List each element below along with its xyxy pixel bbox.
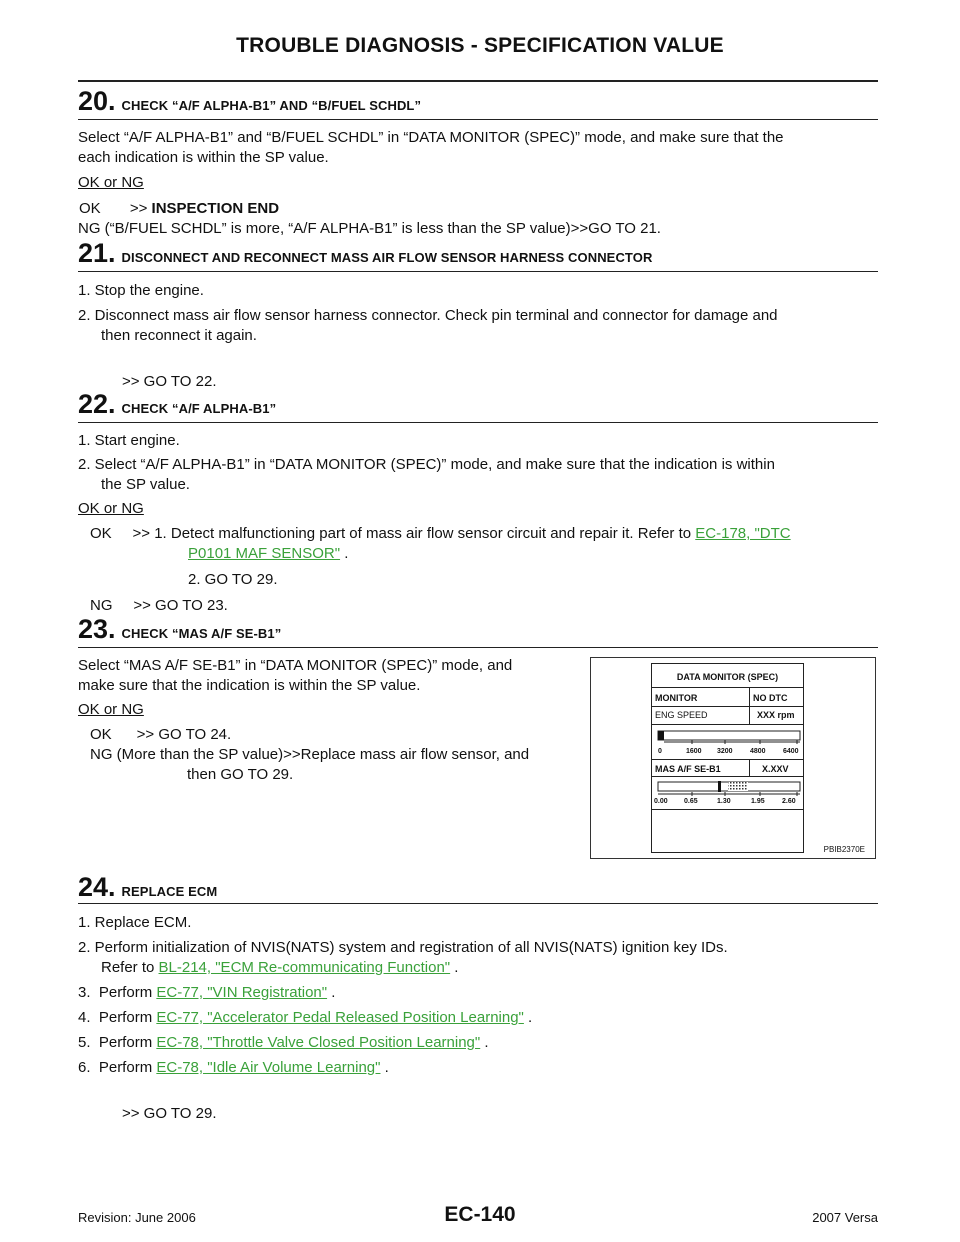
link-ec-78-idle[interactable]: EC-78, "Idle Air Volume Learning" [156,1059,381,1076]
step-20-rule [78,119,878,120]
bar-frame [658,731,800,740]
link-ec-78-throttle[interactable]: EC-78, "Throttle Valve Closed Position Learning" [156,1034,481,1051]
step-22-heading [78,389,276,420]
list-item: 4. Perform EC-77, "Accelerator Pedal Released Position Learning" . [78,1009,533,1026]
tick-label: 0 [658,748,662,755]
link-bl-214[interactable]: BL-214, "ECM Re-communicating Function" [158,959,451,976]
page-title: TROUBLE DIAGNOSIS - SPECIFICATION VALUE [236,34,724,57]
eng-speed-bar [652,724,803,764]
monitor-label: MONITOR [655,693,698,703]
tick-label: 3200 [717,748,733,755]
link-ec-77-vin[interactable]: EC-77, "VIN Registration" [156,984,328,1001]
list-item-cont: the SP value. [101,476,190,493]
maf-label: MAS A/F SE-B1 [655,764,721,774]
tick-label: 6400 [783,748,799,755]
list-item: 6. Perform EC-78, "Idle Air Volume Learning" . [78,1059,389,1076]
step-24-body [78,913,878,1124]
step-22-body [78,431,878,616]
step-20-body [78,128,878,239]
ok-result-cont: P0101 MAF SENSOR" . [188,545,349,562]
ng-result: NG (“B/FUEL SCHDL” is more, “A/F ALPHA-B1” is less than the SP value)>>GO TO 21. [78,220,661,237]
eng-speed-value: XXX rpm [757,710,795,720]
step-title: DISCONNECT AND RECONNECT MASS AIR FLOW SENSOR HARNESS CONNECTOR [121,250,653,265]
step-title: CHECK “A/F ALPHA-B1” AND “B/FUEL SCHDL” [121,98,422,113]
monitor-title: DATA MONITOR (SPEC) [676,672,779,682]
tick-label: 1.95 [751,798,765,805]
eng-speed-label: ENG SPEED [655,710,708,720]
ok-result-step2: 2. GO TO 29. [188,571,278,588]
ng-result: NG (More than the SP value)>>Replace mass air flow sensor, and [90,746,530,763]
step-20-heading [78,86,421,117]
body-line: each indication is within the SP value. [78,149,329,166]
tick-label: 1.30 [717,798,731,805]
ng-result-cont: then GO TO 29. [187,766,294,783]
step-24-heading [78,872,217,903]
goto-result: >> GO TO 22. [122,373,217,390]
tick-label: 2.60 [782,798,796,805]
body-line: Select “A/F ALPHA-B1” and “B/FUEL SCHDL” in “DATA MONITOR (SPEC)” mode, and make sure that the [78,129,784,146]
step-24-rule [78,903,878,904]
data-monitor-figure [590,657,876,859]
ok-result: OK >> INSPECTION END [79,200,280,217]
list-item: 1. Start engine. [78,432,180,449]
ng-result: NG >> GO TO 23. [90,597,228,614]
step-number: 20. [78,86,116,116]
link-ec-178[interactable]: EC-178, "DTC [695,525,791,542]
body-line: make sure that the indication is within the SP value. [78,677,421,694]
tick-label: 0.65 [684,798,698,805]
figure-code: PBIB2370E [823,845,865,854]
tick-label: 4800 [750,748,766,755]
monitor-screen [651,663,804,853]
tick-label: 1600 [686,748,702,755]
list-item: 1. Stop the engine. [78,282,204,299]
revision-date: Revision: June 2006 [78,1210,196,1225]
maf-value: X.XXV [762,764,789,774]
step-number: 23. [78,614,116,644]
ok-or-ng-label: OK or NG [78,174,144,191]
list-item: 5. Perform EC-78, "Throttle Valve Closed Position Learning" . [78,1034,489,1051]
ok-result: OK >> 1. Detect malfunctioning part of mass air flow sensor circuit and repair it. Refer to EC-178, "DTC [90,525,791,542]
link-ec-77-accel[interactable]: EC-77, "Accelerator Pedal Released Position Learning" [156,1009,524,1026]
step-21-rule [78,271,878,272]
step-number: 22. [78,389,116,419]
ok-or-ng-label: OK or NG [78,500,144,517]
list-item: 1. Replace ECM. [78,914,192,931]
no-dtc-label: NO DTC [753,693,788,703]
header-rule [78,80,878,82]
link-ec-178-cont[interactable]: P0101 MAF SENSOR" [188,545,341,562]
list-item: 3. Perform EC-77, "VIN Registration" . [78,984,336,1001]
body-line: Select “MAS A/F SE-B1” in “DATA MONITOR (SPEC)” mode, and [78,657,513,674]
step-title: CHECK “MAS A/F SE-B1” [121,626,282,641]
tick-label: 0.00 [654,798,668,805]
list-item: 2. Perform initialization of NVIS(NATS) system and registration of all NVIS(NATS) ignition key IDs. [78,939,728,956]
step-title: REPLACE ECM [121,884,218,899]
step-22-rule [78,422,878,423]
step-number: 24. [78,872,116,902]
spec-range [728,782,748,791]
step-21-heading [78,238,652,269]
bar-indicator [718,781,721,792]
step-number: 21. [78,238,116,268]
list-item-cont: Refer to BL-214, "ECM Re-communicating Function" . [101,959,459,976]
step-21-body [78,281,878,392]
list-item: 2. Disconnect mass air flow sensor harness connector. Check pin terminal and connector for damage and [78,307,778,324]
list-item-cont: then reconnect it again. [101,327,257,344]
ok-result: OK >> GO TO 24. [90,726,232,743]
step-title: CHECK “A/F ALPHA-B1” [121,401,277,416]
list-item: 2. Select “A/F ALPHA-B1” in “DATA MONITOR (SPEC)” mode, and make sure that the indication is within [78,456,775,473]
ok-or-ng-label: OK or NG [78,701,144,718]
model-name: 2007 Versa [812,1210,878,1225]
step-23-heading [78,614,281,645]
step-23-body [78,656,578,785]
bar-fill [658,731,664,740]
page-number: EC-140 [444,1203,516,1226]
goto-result: >> GO TO 29. [122,1105,217,1122]
step-23-rule [78,647,878,648]
